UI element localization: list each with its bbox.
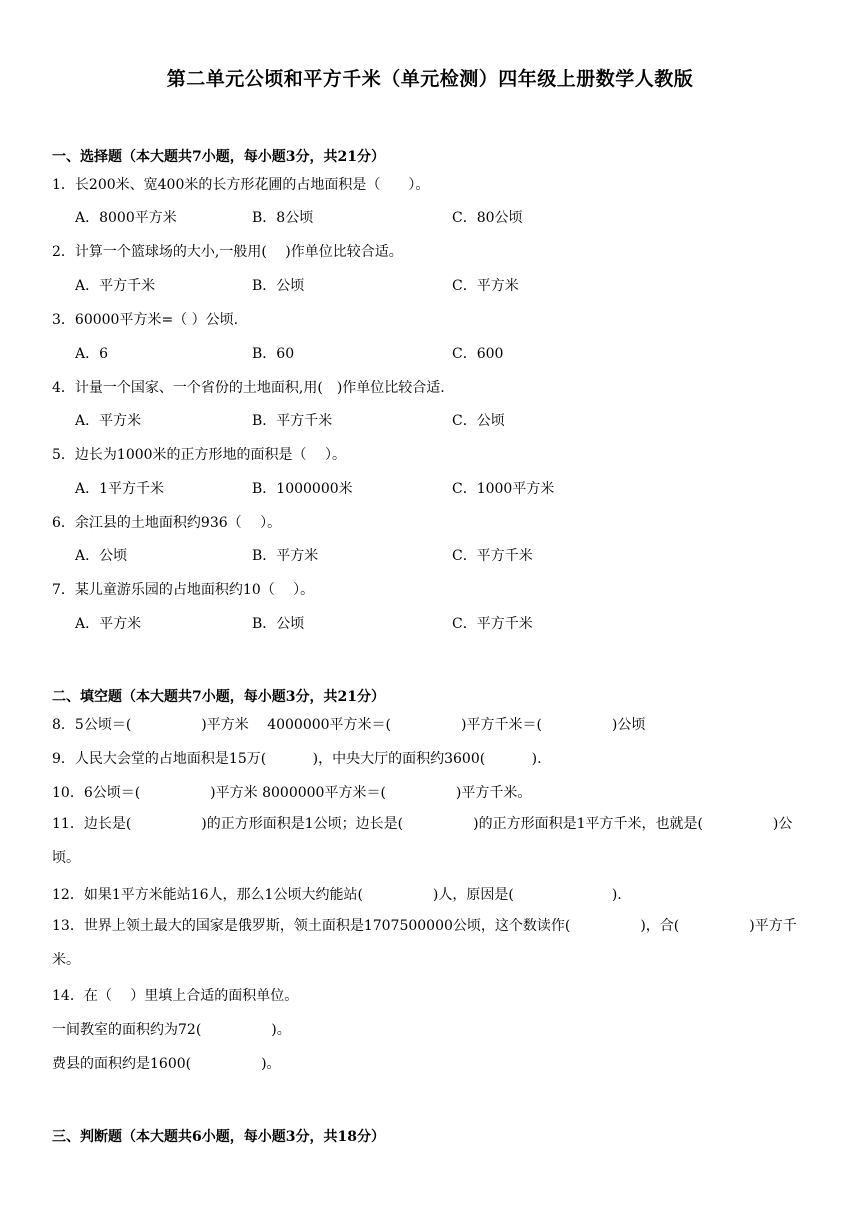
option-7c: C．平方千米 [452,616,533,632]
page-title: 第二单元公顷和平方千米（单元检测）四年级上册数学人教版 [166,68,694,90]
question-12: 12．如果1平方米能站16人，那么1公顷大约能站( )人，原因是( ). [52,887,622,903]
section-heading-choice: 一、选择题（本大题共7小题，每小题3分，共21分） [52,149,385,165]
option-1c: C．80公顷 [452,210,523,226]
question-2: 2．计算一个篮球场的大小,一般用( )作单位比较合适。 [52,244,403,260]
option-7a: A．平方米 [75,616,142,632]
question-4: 4．计量一个国家、一个省份的土地面积,用( )作单位比较合适. [52,380,445,396]
option-3a: A．6 [75,346,109,362]
option-4b: B．平方千米 [252,413,333,429]
option-6b: B．平方米 [252,548,319,564]
option-7b: B．公顷 [252,616,305,632]
question-13: 13．世界上领土最大的国家是俄罗斯，领土面积是1707500000公顷，这个数读作( )，合( )平方千米。 [52,918,797,968]
question-9: 9．人民大会堂的占地面积是15万( )，中央大厅的面积约3600( ). [52,751,542,767]
option-5a: A．1平方千米 [75,481,165,497]
section-heading-judge: 三、判断题（本大题共6小题，每小题3分，共18分） [52,1129,385,1145]
question-3: 3．60000平方米=（ ）公顷. [52,312,239,328]
option-2a: A．平方千米 [75,278,156,294]
question-14-classroom: 一间教室的面积约为72( )。 [52,1022,291,1038]
option-4c: C．公顷 [452,413,505,429]
option-1b: B．8公顷 [252,210,314,226]
option-6c: C．平方千米 [452,548,533,564]
question-1: 1．长200米、宽400米的长方形花圃的占地面积是（ ）。 [52,177,430,193]
question-10: 10．6公顷＝( )平方米 8000000平方米＝( )平方千米。 [52,785,532,801]
question-7: 7．某儿童游乐园的占地面积约10（ ）。 [52,582,315,598]
option-2b: B．公顷 [252,278,305,294]
option-2c: C．平方米 [452,278,519,294]
option-3b: B．60 [252,346,295,362]
option-6a: A．公顷 [75,548,128,564]
option-3c: C．600 [452,346,504,362]
question-8: 8．5公顷＝( )平方米 4000000平方米＝( )平方千米＝( )公顷 [52,717,646,733]
question-5: 5．边长为1000米的正方形地的面积是（ ）。 [52,447,346,463]
question-6: 6．余江县的土地面积约936（ ）。 [52,515,282,531]
question-14: 14．在（ ）里填上合适的面积单位。 [52,988,299,1004]
option-4a: A．平方米 [75,413,142,429]
option-1a: A．8000平方米 [75,210,177,226]
section-heading-fill: 二、填空题（本大题共7小题，每小题3分，共21分） [52,689,385,705]
question-14-county: 费县的面积约是1600( )。 [52,1056,281,1072]
option-5b: B．1000000米 [252,481,353,497]
question-11: 11．边长是( )的正方形面积是1公顷；边长是( )的正方形面积是1平方千米，也就是( )公顷。 [52,816,793,866]
option-5c: C．1000平方米 [452,481,555,497]
